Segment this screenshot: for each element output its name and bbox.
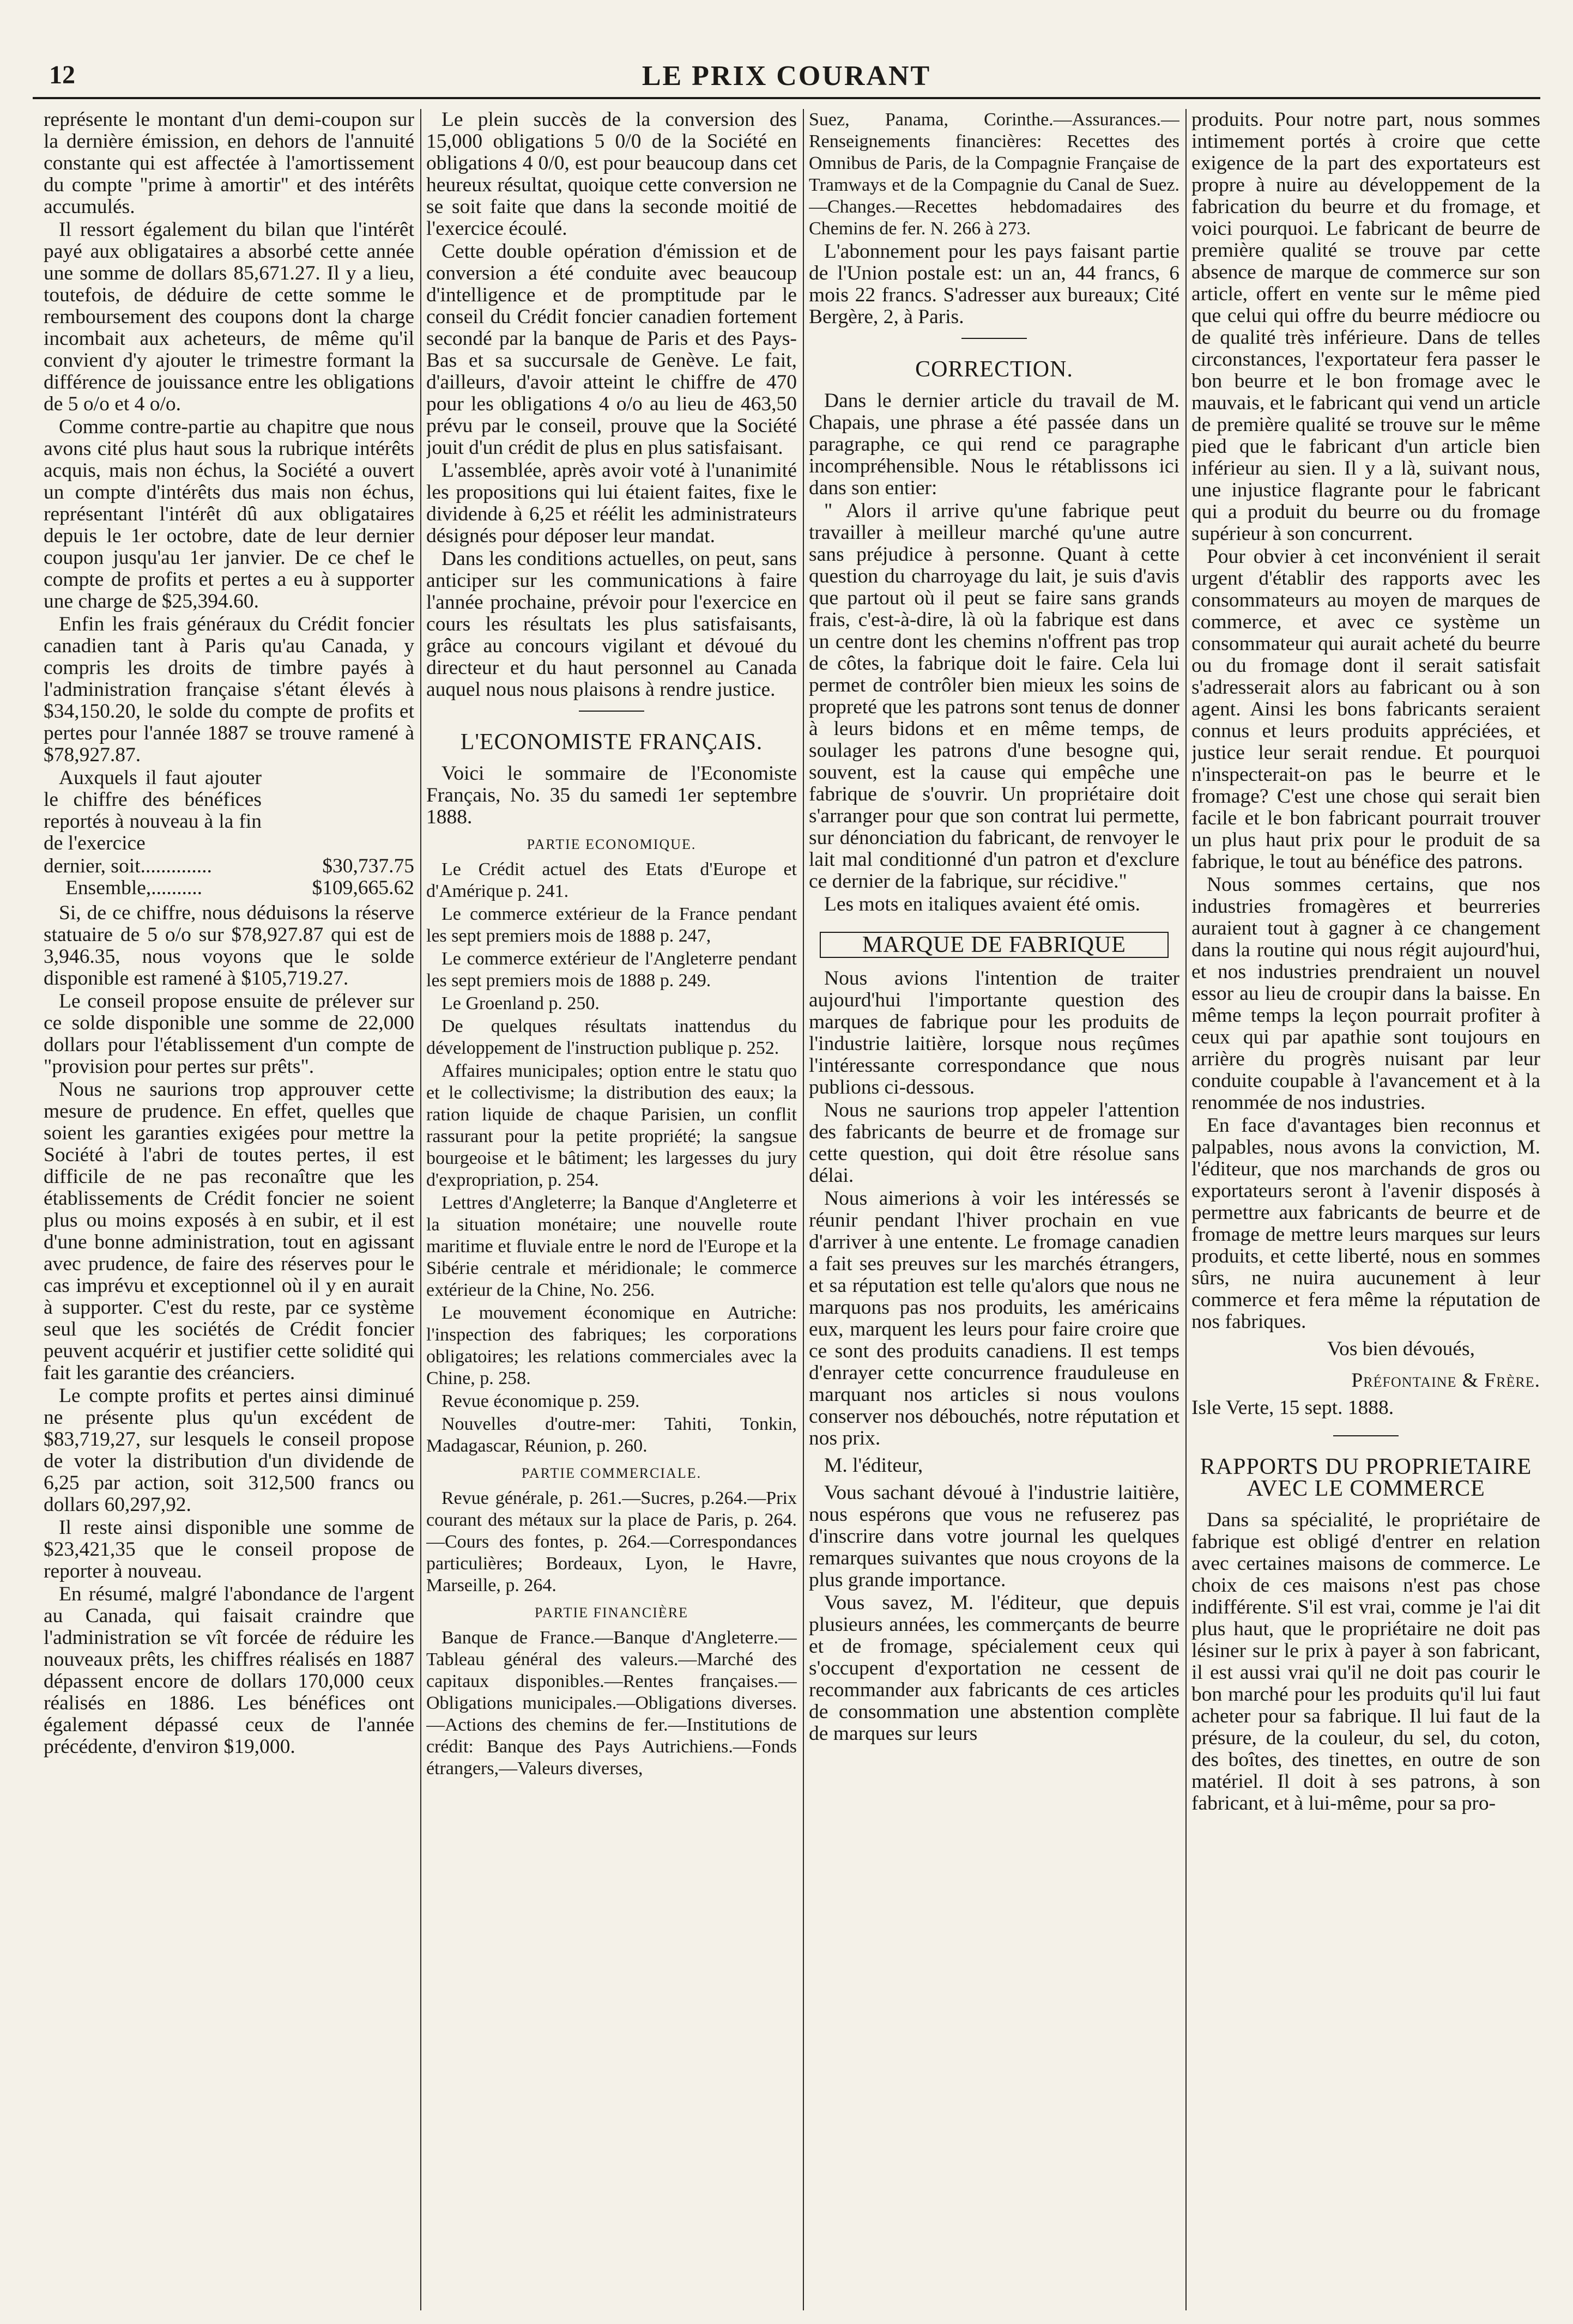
section-divider [579,711,644,712]
summary-entry: Lettres d'Angleterre; la Banque d'Angleterre et la situation monétaire; une nouvelle route maritime et fluviale entre le nord de l'Europe et la Sibérie centrale et méridionale; le commerce extérieur de la Chine, No. 256. [426,1193,797,1300]
ledger-leader: .............. [140,855,212,877]
section-heading: MARQUE DE FABRIQUE [820,932,1169,958]
paragraph: Le plein succès de la conversion des 15,000 obligations 5 0/0 de la Société en obligations 4 0/0, est pour beaucoup dans cet heureux résultat, quoique cette conversion ne se soit faite que dans la seconde moitié de l'exercice écoulé. [426,109,797,240]
section-heading: L'ECONOMISTE FRANÇAIS. [460,730,763,755]
summary-entry: De quelques résultats inattendus du développement de l'instruction publique p. 252. [426,1016,797,1058]
summary-entry: Affaires municipales; option entre le statu quo et le collectivisme; la distribution des eaux; la ration liquide de chaque Parisien, un conflit rassurant pour la petite propriété; la sangsue bourgeoise et le bâtiment; les largesses du jury d'expropriation, p. 254. [426,1061,797,1190]
section-heading: CORRECTION. [915,357,1073,382]
paragraph: Dans les conditions actuelles, on peut, sans anticiper sur les communications à faire l'année prochaine, prévoir pour l'exercice en cours les résultats les plus satisfaisants, grâce au concours vigilant et dévoué du directeur et du haut personnel au Canada auquel nous nous plaisons à rendre justice. [426,548,797,701]
page-header [33,54,1540,98]
paragraph: Comme contre-partie au chapitre que nous avons cité plus haut sous la rubrique intérêts acquis, mais non échus, la Société a ouvert un compte d'intérêts dus mais non échus, représentant l'intérêt dû aux obligataires depuis le 1er octobre, date de leur dernier coupon jusqu'au 1er janvier. De ce chef le compte de profits et pertes a eu à supporter une charge de $25,394.60. [44,416,414,612]
ledger-label: Ensemble, [65,877,152,899]
ledger-leader: .......... [151,877,203,899]
ledger-line-previous-balance [44,855,414,877]
paragraph: L'assemblée, après avoir voté à l'unanimité les propositions qui lui étaient faites, fixe le dividende à 6,25 et réélit les administrateurs désignés pour déposer leur mandat. [426,459,797,547]
paragraph: Enfin les frais généraux du Crédit foncier canadien tant à Paris qu'au Canada, y compris les droits de timbre payés à l'administration française s'étant élevés à $34,150.20, le solde du compte de profits et pertes pour l'année 1887 se trouve ramené à $78,927.87. [44,613,414,766]
paragraph: " Alors il arrive qu'une fabrique peut travailler à meilleur marché qu'une autre sans préjudice à personne. Quant à cette question du charroyage du lait, je suis d'avis que partout où il peut se faire sans grands frais, c'est-à-dire, là où la fabrique est dans un centre dont les chemins n'offrent pas trop de côtes, la fabrique doit le faire. Cela lui permet de contrôler bien mieux les soins de propreté que les patrons sont tenus de donner à leurs bidons et en même temps, de soulager les patrons d'une besogne qui, souvent, est la cause qui empêche une fabrique de s'ouvrir. Un propriétaire doit s'arranger pour que son contrat lui permette, sur dénonciation du fabricant, de renvoyer le lait mal conditionné d'un patron et d'exclure ce dernier de la fabrique, sur récidive." [809,500,1179,893]
column-rule [803,109,804,2310]
subsection-heading: PARTIE ECONOMIQUE. [527,836,697,852]
paragraph: Vous sachant dévoué à l'industrie laitière, nous espérons que vous ne refuserez pas d'inscrire dans votre journal les quelques remarques suivantes que nous croyons de la plus grande importance. [809,1482,1179,1591]
paragraph: Cette double opération d'émission et de conversion a été conduite avec beaucoup d'intelligence et de promptitude par le conseil du Crédit foncier canadien fortement secondé par la banque de Paris et des Pays-Bas et sa succursale de Genève. Le fait, d'ailleurs, d'avoir atteint le chiffre de 470 pour les obligations 4 o/o au lieu de 463,50 prévu par le conseil, prouve que la Société jouit d'un crédit de plus en plus satisfaisant. [426,240,797,459]
column-2 [426,109,797,2310]
ledger-amount: $30,737.75 [322,855,414,877]
subsection-heading: PARTIE FINANCIÈRE [534,1605,689,1621]
paragraph: Il reste ainsi disponible une somme de $23,421,35 que le conseil propose de reporter à nouveau. [44,1516,414,1582]
summary-entry: Nouvelles d'outre-mer: Tahiti, Tonkin, Madagascar, Réunion, p. 260. [426,1414,797,1456]
paragraph: Nous sommes certains, que nos industries fromagères et beurreries auraient tout à gagner à ce changement dans la routine qui nous régit aujourd'hui, et nos industries prendraient un nouvel essor au lieu de croupir dans la baisse. En même temps la leçon pourrait profiter à ceux qui par apathie sont toujours en arrière du progrès nuisant par leur conduite coupable à l'avancement et à la renommée de nos industries. [1191,873,1540,1114]
paragraph: Nous aimerions à voir les intéressés se réunir pendant l'hiver prochain en vue d'arriver à une entente. Le fromage canadien a fait ses preuves sur les marchés étrangers, et sa réputation est telle qu'alors que nous ne marquons pas nos produits, les américains eux, marquent les leurs pour faire croire que ce sont des produits canadiens. Il est temps d'enrayer cette concurrence frauduleuse en marquant nos articles si nous voulons conserver nos débouchés, notre réputation et nos prix. [809,1187,1179,1449]
ledger-amount: $109,665.62 [312,877,414,899]
signature: Préfontaine & Frère. [1351,1369,1540,1392]
article-columns [33,109,1540,2310]
section-divider [961,338,1027,339]
header-rule [33,97,1540,99]
journal-title: LE PRIX COURANT [642,60,931,92]
page-number: 12 [49,60,75,89]
dateline: Isle Verte, 15 sept. 1888. [1191,1397,1394,1419]
salutation: M. l'éditeur, [824,1454,923,1477]
summary-entry: Suez, Panama, Corinthe.—Assurances.—Renseignements financières: Recettes des Omnibus de Paris, de la Compagnie Française de Tramways et de la Compagnie du Canal de Suez.—Changes.—Recettes hebdomadaires des Chemins de fer. N. 266 à 273. [809,110,1179,239]
section-heading: RAPPORTS DU PROPRIETAIRE AVEC LE COMMERCE [1200,1454,1532,1501]
column-rule [1185,109,1187,2310]
paragraph: En résumé, malgré l'abondance de l'argent au Canada, qui faisait craindre que l'administration se vît forcée de réduire les nouveaux prêts, les chiffres réalisés en 1887 dépassent encore de dollars 170,000 ceux réalisés en 1886. Les bénéfices ont également dépassé ceux de l'année précédente, d'environ $19,000. [44,1583,414,1758]
column-1 [44,109,414,2310]
section-divider [1333,1435,1399,1436]
paragraph: Vous savez, M. l'éditeur, que depuis plusieurs années, les commerçants de beurre et de fromage, spécialement ceux qui s'occupent d'exportation ne cessent de recommander aux fabricants de ces articles de consommation une abstention complète de marques sur leurs [809,1592,1179,1745]
paragraph: Nous ne saurions trop approuver cette mesure de prudence. En effet, quelles que soient les garanties exigées pour mettre la Société à l'abri de toutes pertes, il est difficile de ne pas reconaître que les établissements de Crédit foncier ne soient plus ou moins exposés à en subir, et il est d'une bonne administration, tout en agissant avec prudence, de faire des réserves pour le cas imprévu et exceptionnel où il y en aurait à supporter. C'est du reste, par ce système seul que les sociétés de Crédit foncier peuvent acquérir et justifier cette solidité qui fait les garantie des créanciers. [44,1078,414,1384]
closing: Vos bien dévoués, [1327,1338,1475,1360]
column-3 [809,109,1179,2310]
paragraph: produits. Pour notre part, nous sommes intimement portés à croire que cette exigence de la part des exportateurs est propre à nuire au développement de la fabrication du beurre et du fromage, et voici pourquoi. Le fabricant de beurre de première qualité se trouve par cette absence de marque de commerce sur son article, offert en vente sur le même pied que celui qui offre du beurre médiocre ou de qualité très inférieure. Dans de telles circonstances, l'exportateur fera passer le bon beurre et le bon fromage avec le mauvais, et le fabricant qui vend un article de première qualité se trouve sur le même pied que le fabricant d'un article bien inférieur au sien. Il y a là, suivant nous, une injustice flagrante pour le fabricant qui a produit du beurre ou du fromage supérieur à son concurrent. [1191,109,1540,545]
column-4 [1191,109,1540,2310]
paragraph: En face d'avantages bien reconnus et palpables, nous avons la conviction, M. l'éditeur, que nos marchands de gros ou exportateurs seront à l'avenir disposés à permettre aux fabricants de beurre et de fromage de mettre leurs marques sur leurs produits, et cette liberté, nous en sommes sûrs, ne nuira aucunement à leur commerce et fera même la réputation de nos fabriques. [1191,1114,1540,1333]
column-rule [420,109,421,2310]
paragraph: Auxquels il faut ajouter le chiffre des bénéfices reportés à nouveau à la fin de l'exercice [44,767,262,854]
paragraph: Pour obvier à cet inconvénient il serait urgent d'établir des rapports avec les consommateurs au moyen de marques de commerce, et avec ce système un consommateur qui aurait acheté du beurre ou du fromage dont il serait satisfait s'adresserait alors au fabricant ou à son agent. Ainsi les bons fabricants seraient connus et leurs produits appréciées, et justice leur serait rendue. Et pourquoi n'inspecterait-on pas le beurre et le fromage? C'est une chose qui serait bien facile et le bon fabricant pourrait trouver un plus haut prix pour le produit de sa fabrique, le tout au bénéfice des patrons. [1191,545,1540,873]
paragraph: Le conseil propose ensuite de prélever sur ce solde disponible une somme de 22,000 dollars pour l'établissement d'un compte de "provision pour pertes sur prêts". [44,990,414,1078]
paragraph: représente le montant d'un demi-coupon sur la dernière émission, en dehors de l'annuité constante qui est affectée à l'amortissement du compte "prime à amortir" et des intérêts accumulés. [44,109,414,218]
summary-entry: Revue générale, p. 261.—Sucres, p.264.—Prix courant des métaux sur la place de Paris, p. 264.—Cours des fontes, p. 264.—Correspondances particulières; Bordeaux, Lyon, le Havre, Marseille, p. 264. [426,1488,797,1595]
paragraph: Il ressort également du bilan que l'intérêt payé aux obligataires a absorbé cette année une somme de dollars 85,671.27. Il y a lieu, toutefois, de déduire de cette somme le remboursement des coupons dont la charge incombait aux acheteurs, de même qu'il convient d'y ajouter le trimestre formant la différence de jouissance entre les obligations de 5 o/o et 4 o/o. [44,219,414,415]
paragraph: L'abonnement pour les pays faisant partie de l'Union postale est: un an, 44 francs, 6 mois 22 francs. S'adresser aux bureaux; Cité Bergère, 2, à Paris. [809,240,1179,328]
paragraph: Dans sa spécialité, le propriétaire de fabrique est obligé d'entrer en relation avec certaines maisons de commerce. Le choix de ces maisons n'est pas chose indifférente. S'il est vrai, comme je l'ai dit plus haut, que le propriétaire ne doit pas lésiner sur le prix à payer à son fabricant, il est aussi vrai qu'il ne doit pas courir le bon marché pour les produits qu'il lui faut acheter pour sa fabrique. Il lui faut de la présure, de la couleur, du sel, du coton, des boîtes, des tinettes, en outre de son matériel. Il doit à ses patrons, à son fabricant, et à lui-même, pour sa pro- [1191,1509,1540,1815]
summary-entry: Le commerce extérieur de l'Angleterre pendant les sept premiers mois de 1888 p. 249. [426,949,797,991]
ledger-label: dernier, soit [44,855,141,877]
ledger-line-total [44,877,414,899]
paragraph: Nous ne saurions trop appeler l'attention des fabricants de beurre et de fromage sur cette question, qui doit être résolue sans délai. [809,1099,1179,1187]
paragraph: Si, de ce chiffre, nous déduisons la réserve statuaire de 5 o/o sur $78,927.87 qui est de 3,946.35, nous voyons que le solde disponible est ramené à $105,719.27. [44,902,414,990]
paragraph: Les mots en italiques avaient été omis. [824,893,1141,915]
summary-entry: Le Groenland p. 250. [441,993,600,1014]
paragraph: Voici le sommaire de l'Economiste Français, No. 35 du samedi 1er septembre 1888. [426,762,797,828]
summary-entry: Revue économique p. 259. [441,1391,640,1411]
summary-entry: Banque de France.—Banque d'Angleterre.—Tableau général des valeurs.—Marché des capitaux disponibles.—Rentes françaises.—Obligations municipales.—Obligations diverses.—Actions des chemins de fer.—Institutions de crédit: Banque des Pays Autrichiens.—Fonds étrangers,—Valeurs diverses, [426,1628,797,1779]
paragraph: Le compte profits et pertes ainsi diminué ne présente plus qu'un excédent de $83,719,27, sur lesquels le conseil propose de voter la distribution d'un dividende de 6,25 par action, soit 312,500 francs ou dollars 60,297,92. [44,1385,414,1516]
summary-entry: Le commerce extérieur de la France pendant les sept premiers mois de 1888 p. 247, [426,904,797,946]
summary-entry: Le mouvement économique en Autriche: l'inspection des fabriques; les corporations obligatoires; les relations commerciales avec la Chine, p. 258. [426,1303,797,1388]
paragraph: Nous avions l'intention de traiter aujourd'hui l'importante question des marques de fabrique pour les produits de l'industrie laitière, lorsque nous reçûmes l'intéressante correspondance que nous publions ci-dessous. [809,967,1179,1099]
summary-entry: Le Crédit actuel des Etats d'Europe et d'Amérique p. 241. [426,859,797,901]
subsection-heading: PARTIE COMMERCIALE. [521,1465,702,1481]
paragraph: Dans le dernier article du travail de M. Chapais, une phrase a été passée dans un paragraphe, ce qui rend ce paragraphe incompréhensible. Nous le rétablissons ici dans son entier: [809,390,1179,499]
